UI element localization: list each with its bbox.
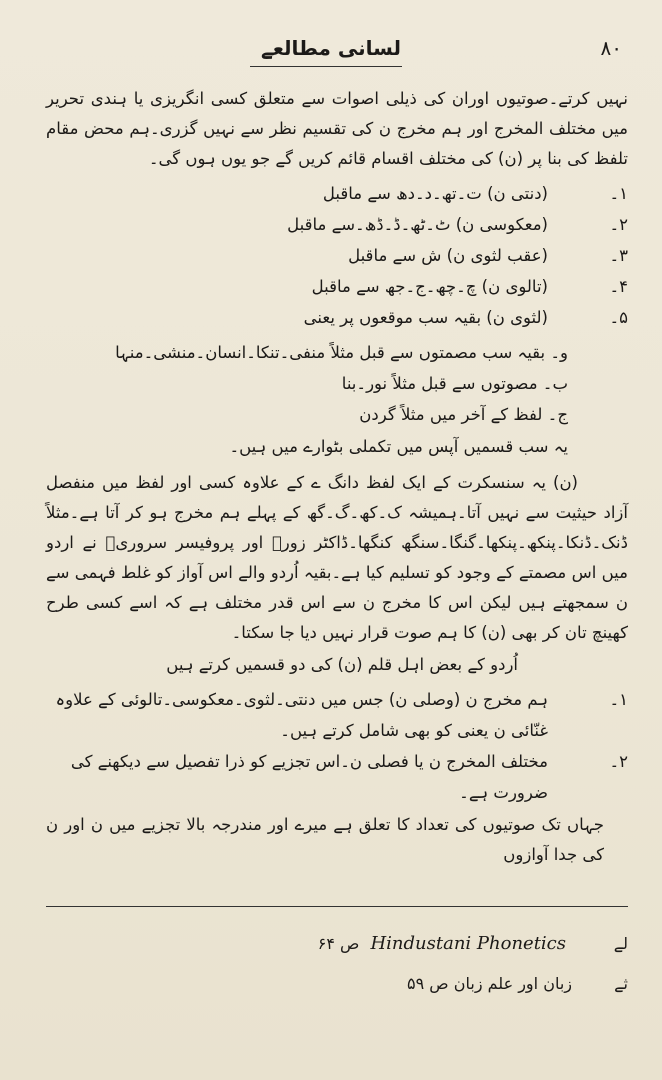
list-item-text: مختلف المخرج ن یا فصلی ن۔اس تجزیے کو ذرا تفصیل سے دیکھنے کی ضرورت ہے۔ xyxy=(70,752,548,802)
footnote-separator xyxy=(46,906,628,907)
final-line: جہاں تک صوتیوں کی تعداد کا تعلق ہے میرے اور مندرجہ بالا تجزیے میں ن اور ن کی جدا آوازوں xyxy=(46,815,604,864)
list-marker: ۲۔ xyxy=(609,215,628,234)
list-item-text: (عقب لثوی ن) ش سے ماقبل xyxy=(348,246,548,265)
footnote-latin-title: Hindustani Phonetics xyxy=(370,933,566,954)
list-item-text: (معکوسی ن) ٹ۔ٹھ۔ڈ۔ڈھ۔سے ماقبل xyxy=(287,215,548,234)
list-item-text: (تالوی ن) چ۔چھ۔ج۔جھ سے ماقبل xyxy=(311,277,548,296)
list-item xyxy=(46,337,628,368)
footnote-marker: ثے xyxy=(614,974,628,993)
list-marker: ۴۔ xyxy=(609,277,628,296)
footnote-marker: لے xyxy=(613,934,628,953)
footnote-page-ref: ص ۶۴ xyxy=(317,934,360,953)
list-item xyxy=(46,240,628,271)
nasal-types-list xyxy=(46,178,628,333)
footnote-text xyxy=(46,924,588,964)
running-title: لسانی مطالعے xyxy=(261,36,401,60)
footnote xyxy=(46,924,628,964)
list-item xyxy=(46,746,628,808)
list-item-text: و۔ بقیہ سب مصمتوں سے قبل مثلاً منفی۔تنکا۔انسان۔منشی۔منہا xyxy=(115,343,568,362)
list-item-text: ب۔ مصوتوں سے قبل مثلاً نور۔بنا xyxy=(341,374,568,393)
header-underline xyxy=(250,66,402,67)
paragraph: اُردو کے بعض اہل قلم (ن) کی دو قسمیں کرتے ہیں xyxy=(166,655,518,674)
footnote xyxy=(46,964,628,1004)
list-item-text: (دنتی ن) ت۔تھ۔د۔دھ سے ماقبل xyxy=(322,184,548,203)
list-item-text: (لثوی ن) بقیہ سب موقعوں پر یعنی xyxy=(303,308,548,327)
list-item-text: ہم مخرج ن (وصلی ن) جس میں دنتی۔لثوی۔معکوسی۔تالوئی کے علاوہ غنّائی ن یعنی کو بھی شامل کرتے ہیں۔ xyxy=(55,690,548,740)
sub-cases-list xyxy=(46,337,628,430)
paragraph: (ن) یہ سنسکرت کے ایک لفظ دانگ ے کے علاوہ کسی اور لفظ میں منفصل آزاد حیثیت سے نہیں آتا۔ہمیشہ ک۔کھ۔گ۔گھ کے پہلے ہم مخرج ہو کر آتا ہے۔مثلاً ڈنک۔ڈنکا۔پنکھ۔پنکھا۔گنگا۔سنگھ کنگھا۔ڈاکٹر زورؔ اور پروفیسر سروریؔ نے اردو میں اس مصمتے کے وجود کو تسلیم کیا ہے۔بقیہ اُردو والے اس آواز کو غلط فہمی سے ن سمجھتے ہیں لیکن اس کا مخرج ن سے اس قدر مختلف ہے کہ اسے کسی طرح کھینچ تان کر بھی (ن) کا ہم صوت قرار نہیں دیا جا سکتا۔ xyxy=(46,473,628,642)
list-marker: ۱۔ xyxy=(609,184,628,203)
list-marker: ۵۔ xyxy=(609,308,628,327)
page-number: ۸۰ xyxy=(600,36,622,60)
footnotes xyxy=(46,924,628,1004)
list-marker: ۳۔ xyxy=(609,246,628,265)
list-item xyxy=(46,209,628,240)
body-text xyxy=(46,84,628,872)
footnote-text: زبان اور علم زبان ص ۵۹ xyxy=(407,974,572,993)
closing-line: یہ سب قسمیں آپس میں تکملی بٹوارے میں ہیں۔ xyxy=(229,437,568,456)
paragraph: نہیں کرتے۔صوتیوں اوران کی ذیلی اصوات سے متعلق کسی انگریزی یا ہندی تحریر میں مختلف المخرج اور ہم مخرج ن کی تقسیم نظر سے نہیں گزری۔ہم محض مقام تلفظ کی بنا پر (ن) کی مختلف اقسام قائم کریں گے جو یوں ہوں گی۔ xyxy=(46,89,628,168)
page-header xyxy=(40,30,622,70)
list-item xyxy=(46,399,628,430)
list-marker: ۱۔ xyxy=(609,690,628,709)
list-item xyxy=(46,178,628,209)
list-item xyxy=(46,684,628,746)
ahle-qalam-list xyxy=(46,684,628,808)
list-marker: ۲۔ xyxy=(609,752,628,771)
list-item xyxy=(46,302,628,333)
list-item xyxy=(46,271,628,302)
list-item xyxy=(46,368,628,399)
list-item-text: ج۔ لفظ کے آخر میں مثلاً گردن xyxy=(359,405,568,424)
